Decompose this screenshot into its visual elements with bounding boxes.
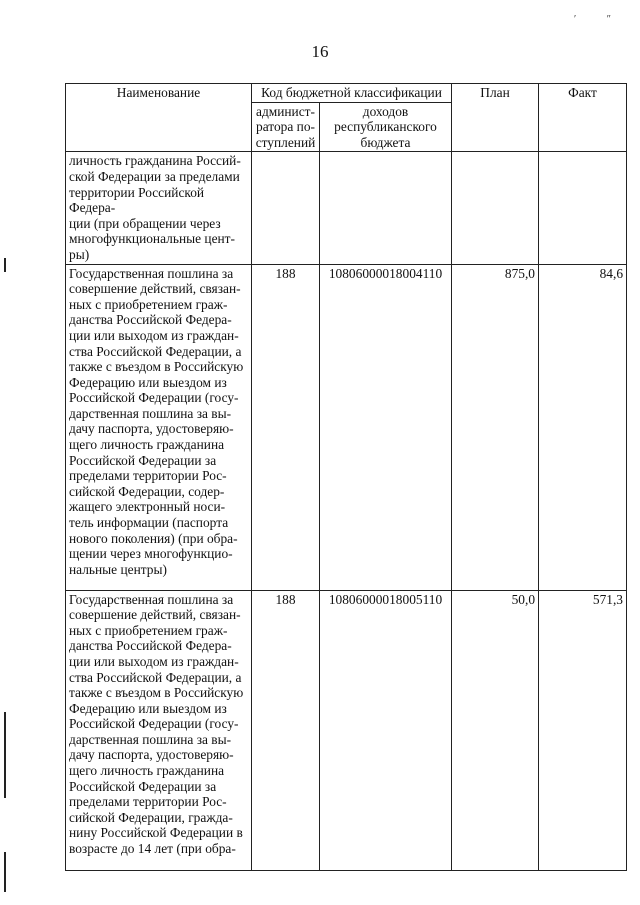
row-fact xyxy=(539,152,627,264)
header-budget-code: Код бюджетной классификации xyxy=(252,84,452,103)
row-code: 10806000018004110 xyxy=(320,264,452,590)
row-plan xyxy=(452,152,539,264)
row-code xyxy=(320,152,452,264)
margin-mark-2 xyxy=(4,712,6,798)
page-number: 16 xyxy=(311,42,329,61)
corner-marks: ′ ″ xyxy=(574,14,625,25)
margin-mark-1 xyxy=(4,258,6,272)
header-fact: Факт xyxy=(539,84,627,152)
header-row-top xyxy=(66,84,627,103)
margin-mark-3 xyxy=(4,852,6,892)
row-admin: 188 xyxy=(252,590,320,870)
row-fact: 84,6 xyxy=(539,264,627,590)
row-admin: 188 xyxy=(252,264,320,590)
table-row xyxy=(66,590,627,870)
header-administrator: админист- ратора по- ступлений xyxy=(252,102,320,152)
row-code: 10806000018005110 xyxy=(320,590,452,870)
row-name: Государственная пошлина за совершение действий, связан- ных с приобретением граж- данства Российской Федера- ции или выходом из граждан- ства Российской Федерации, а также с въездом в Российскую Федерацию или выездом из Российской Федерации (госу- дарственная пошлина за вы- дачу паспорта, удостоверяю- щего личность гражданина Российской Федерации за пределами территории Рос- сийской Федерации, гражда- нину Российской Федерации в возрасте до 14 лет (при обра- xyxy=(66,590,252,870)
row-plan: 875,0 xyxy=(452,264,539,590)
table-row xyxy=(66,152,627,264)
table-row xyxy=(66,264,627,590)
row-fact: 571,3 xyxy=(539,590,627,870)
header-plan: План xyxy=(452,84,539,152)
row-name: личность гражданина Россий- ской Федерации за пределами территории Российской Федера- ции (при обращении через многофункциональные цент- ры) xyxy=(66,152,252,264)
row-name: Государственная пошлина за совершение действий, связан- ных с приобретением граж- данства Российской Федера- ции или выходом из граждан- ства Российской Федерации, а также с въездом в Российскую Федерацию или выездом из Российской Федерации (госу- дарственная пошлина за вы- дачу паспорта, удостоверяю- щего личность гражданина Российской Федерации за пределами территории Рос- сийской Федерации, содер- жащего электронный носи- тель информации (паспорта нового поколения) (при обра- щении через многофункцио- нальные центры) xyxy=(66,264,252,590)
budget-table xyxy=(65,83,627,871)
header-revenue: доходов республиканского бюджета xyxy=(320,102,452,152)
row-admin xyxy=(252,152,320,264)
row-plan: 50,0 xyxy=(452,590,539,870)
header-name: Наименование xyxy=(66,84,252,152)
